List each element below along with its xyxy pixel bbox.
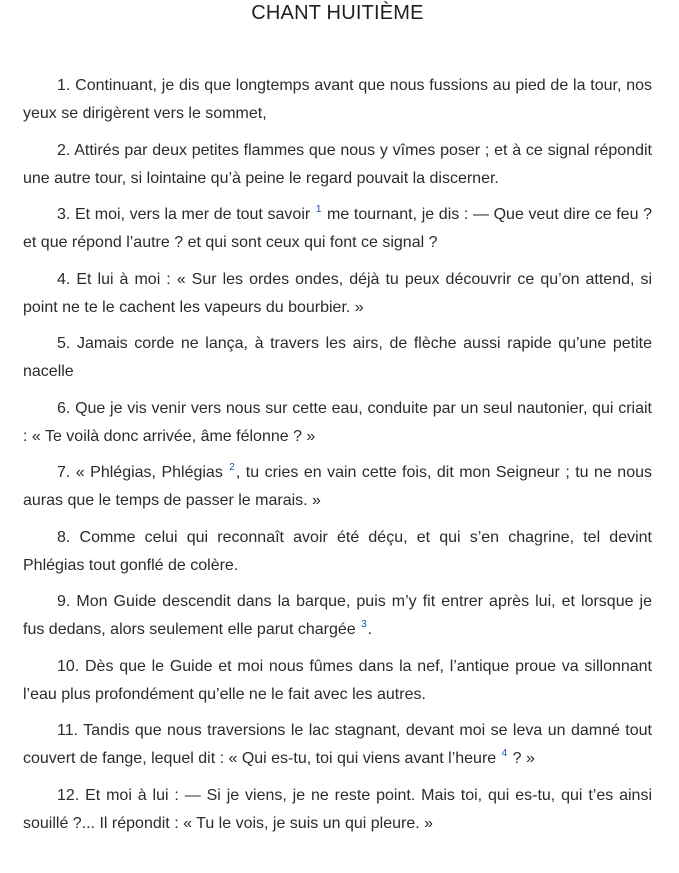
- verse-11-text-end: ? »: [508, 750, 535, 767]
- verse-9-text-start: 9. Mon Guide descendit dans la barque, puis m’y fit entrer après lui, et lorsque je fus dedans, alors seulement elle parut chargée: [23, 593, 652, 638]
- verse-4: 4. Et lui à moi : « Sur les ordes ondes, déjà tu peux découvrir ce qu’on attend, si point ne te le cachent les vapeurs du bourbier. »: [23, 270, 652, 316]
- verse-9: [23, 588, 652, 644]
- verse-3-text-start: 3. Et moi, vers la mer de tout savoir: [57, 206, 315, 223]
- verse-12: 12. Et moi à lui : — Si je viens, je ne reste point. Mais toi, qui es-tu, qui t’es ainsi souillé ?... Il répondit : « Tu le vois, je suis un qui pleure. »: [23, 786, 652, 832]
- footnote-link-3[interactable]: 3: [361, 619, 367, 630]
- verse-8: 8. Comme celui qui reconnaît avoir été déçu, et qui s’en chagrine, tel devint Phlégias tout gonflé de colère.: [23, 528, 652, 574]
- verse-1: 1. Continuant, je dis que longtemps avant que nous fussions au pied de la tour, nos yeux se dirigèrent vers le sommet,: [23, 77, 652, 122]
- verse-11: [23, 717, 652, 773]
- footnote-link-4[interactable]: 4: [501, 748, 508, 759]
- verse-7-text-start: 7. « Phlégias, Phlégias: [57, 464, 229, 481]
- verse-2: 2. Attirés par deux petites flammes que nous y vîmes poser ; et à ce signal répondit une autre tour, si lointaine qu’à peine le regard pouvait la discerner.: [23, 141, 652, 187]
- verse-7: [23, 459, 652, 515]
- verse-10: 10. Dès que le Guide et moi nous fûmes dans la nef, l’antique proue va sillonnant l’eau plus profondément qu’elle ne le fait avec les autres.: [23, 657, 652, 703]
- verse-11-text-start: 11. Tandis que nous traversions le lac stagnant, devant moi se leva un damné tout couvert de fange, lequel dit : « Qui es-tu, toi qui viens avant l’heure: [23, 722, 652, 767]
- footnote-link-2[interactable]: 2: [229, 462, 235, 473]
- verse-5: 5. Jamais corde ne lança, à travers les airs, de flèche aussi rapide qu’une petite nacelle: [23, 335, 652, 380]
- verse-6: 6. Que je vis venir vers nous sur cette eau, conduite par un seul nautonier, qui criait : « Te voilà donc arrivée, âme félonne ? »: [23, 399, 652, 445]
- verse-3-text-end: me tournant, je dis : — Que veut dire ce feu ? et que répond l’autre ? et qui sont ceux qui font ce signal ?: [23, 206, 653, 251]
- verse-3: [23, 201, 652, 257]
- verse-7-text-end: , tu cries en vain cette fois, dit mon Seigneur ; tu ne nous auras que le temps de passer le marais. »: [23, 464, 653, 509]
- verse-list: [23, 72, 652, 838]
- footnote-link-1[interactable]: 1: [315, 204, 322, 215]
- verse-9-text-end: .: [367, 621, 373, 638]
- chapter-title: CHANT HUITIÈME: [251, 2, 424, 24]
